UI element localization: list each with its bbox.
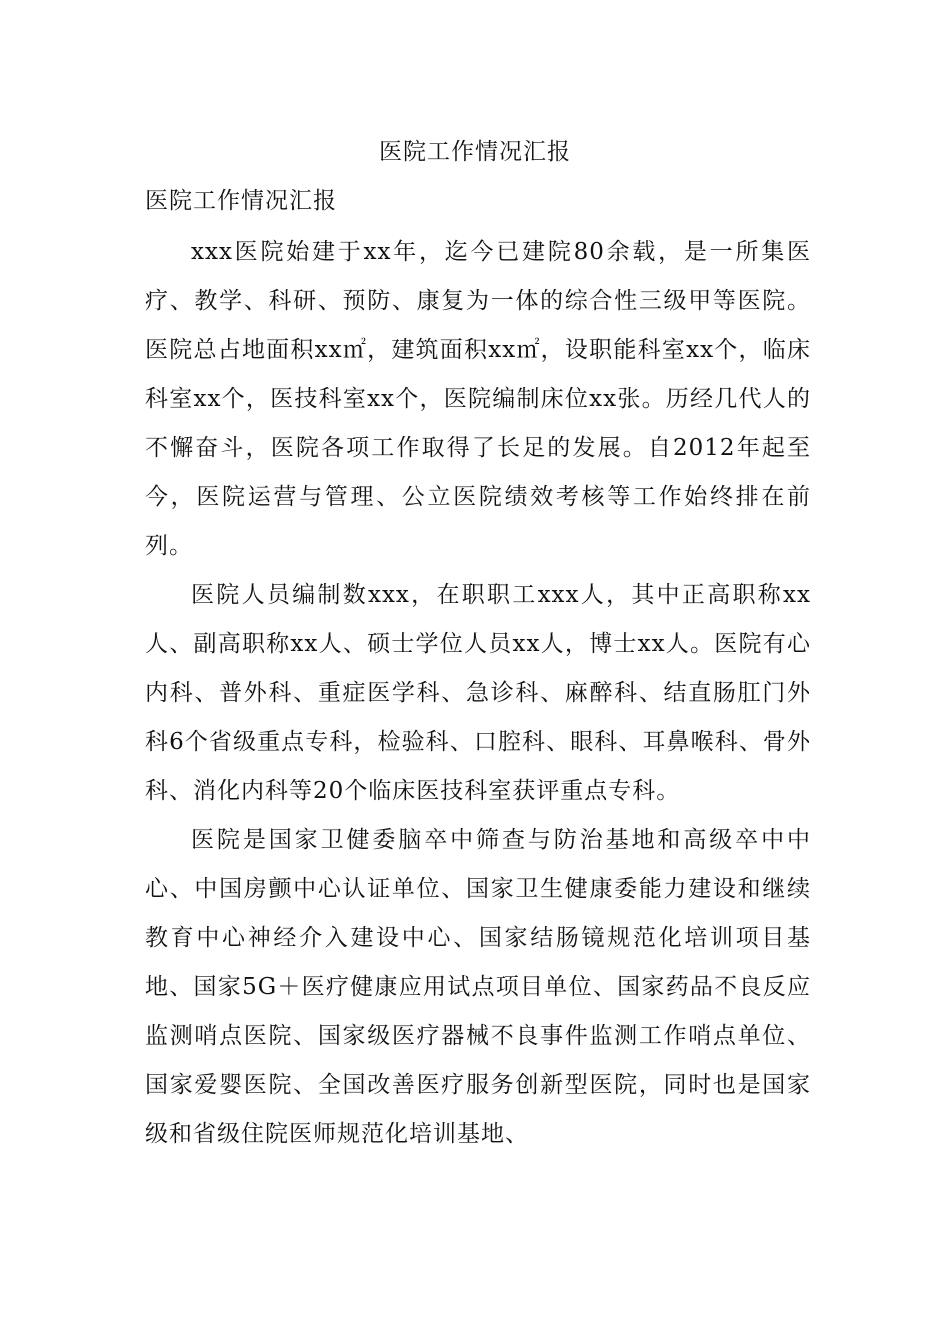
document-body: [145, 228, 811, 1159]
page-title: 医院工作情况汇报: [379, 139, 571, 165]
paragraph-staff-and-specialties: 医院人员编制数xxx，在职职工xxx人，其中正高职称xx人、副高职称xx人、硕士学位人员xx人，博士xx人。医院有心内科、普外科、重症医学科、急诊科、麻醉科、结直肠肛门外科6个省级重点专科，检验科、口腔科、眼科、耳鼻喉科、骨外科、消化内科等20个临床医技科室获评重点专科。: [145, 582, 811, 804]
paragraph-hospital-overview: xxx医院始建于xx年，迄今已建院80余载，是一所集医疗、教学、科研、预防、康复为一体的综合性三级甲等医院。医院总占地面积xx㎡，建筑面积xx㎡，设职能科室xx个，临床科室xx个，医技科室xx个，医院编制床位xx张。历经几代人的不懈奋斗，医院各项工作取得了长足的发展。自2012年起至今，医院运营与管理、公立医院绩效考核等工作始终排在前列。: [145, 239, 811, 559]
paragraph-national-designations: 医院是国家卫健委脑卒中筛查与防治基地和高级卒中中心、中国房颤中心认证单位、国家卫生健康委能力建设和继续教育中心神经介入建设中心、国家结肠镜规范化培训项目基地、国家5G＋医疗健康应用试点项目单位、国家药品不良反应监测哨点医院、国家级医疗器械不良事件监测工作哨点单位、国家爱婴医院、全国改善医疗服务创新型医院，同时也是国家级和省级住院医师规范化培训基地、: [145, 827, 811, 1147]
document-subtitle: 医院工作情况汇报: [145, 188, 337, 214]
